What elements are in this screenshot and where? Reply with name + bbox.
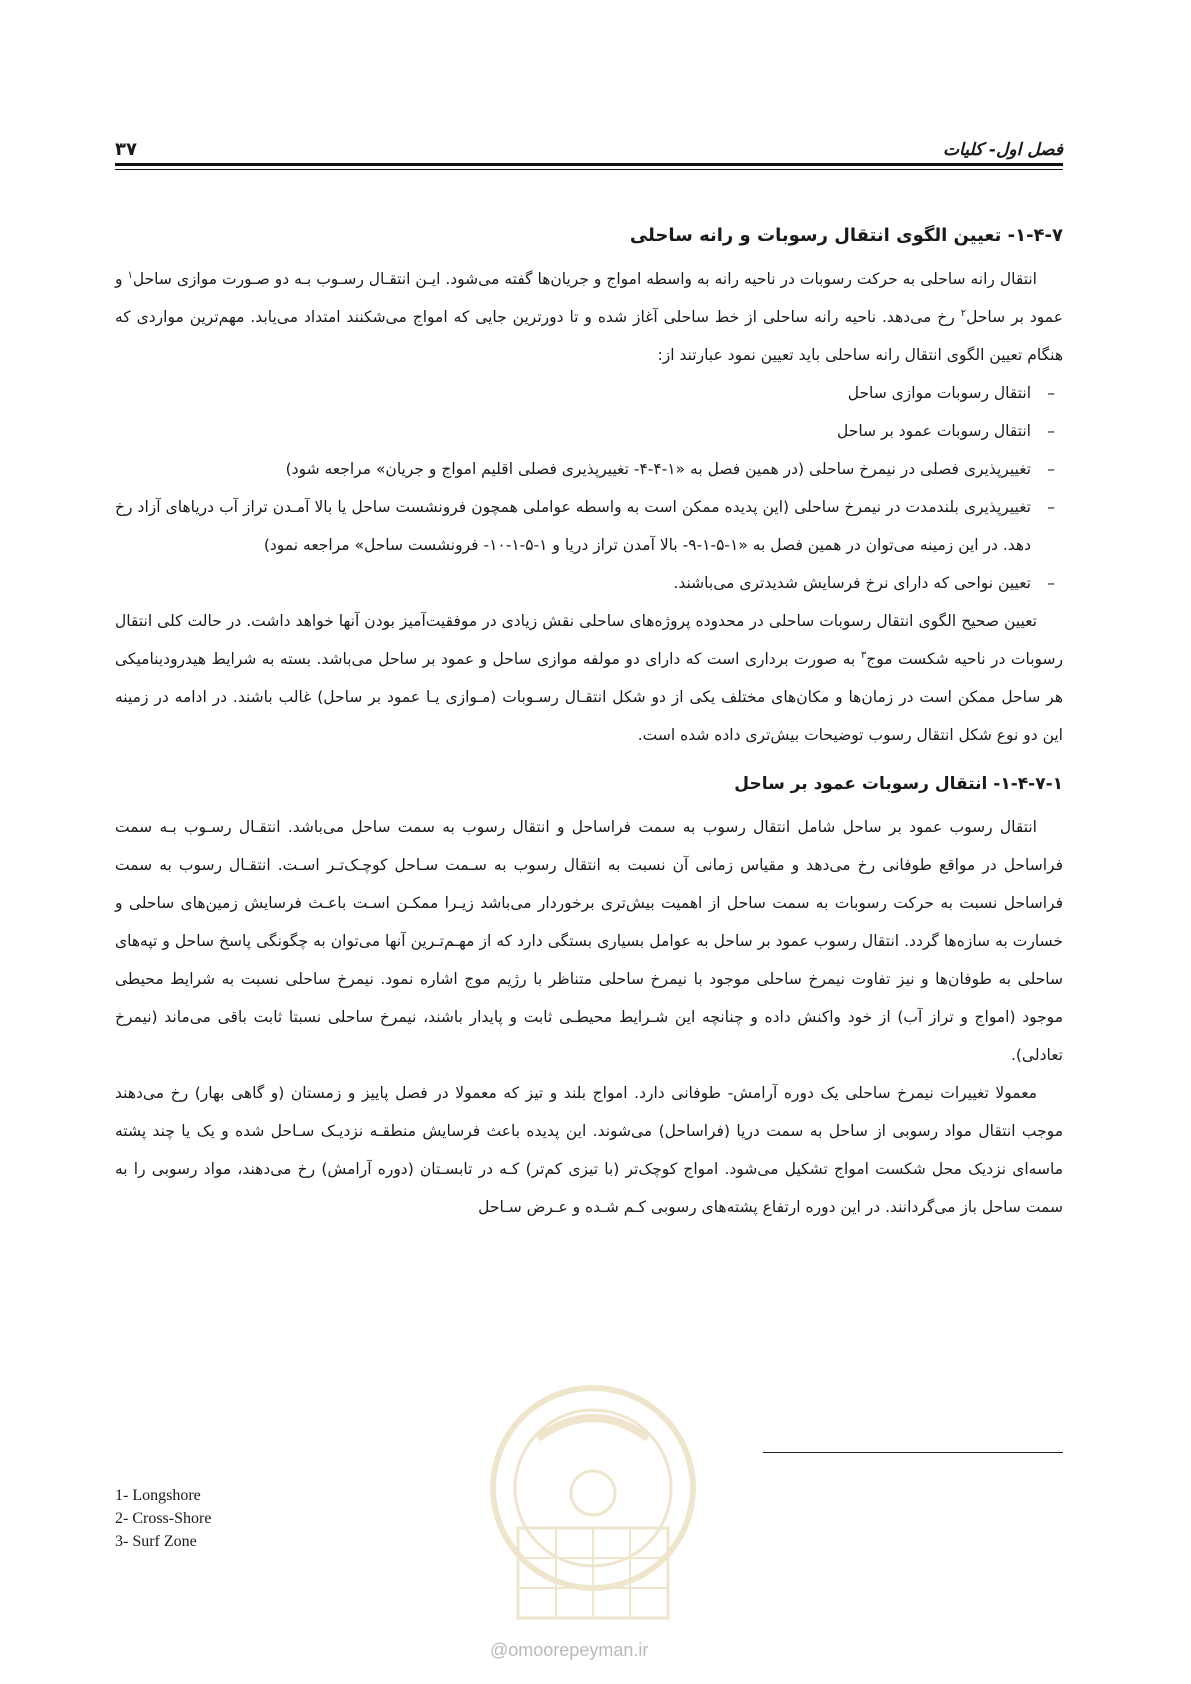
footnote-separator xyxy=(763,1452,1063,1453)
dash-bullet-icon: – xyxy=(1047,460,1055,478)
list-item xyxy=(115,450,1063,488)
intro-paragraph xyxy=(115,260,1063,374)
list-item xyxy=(115,488,1063,564)
subsection-heading: ۱-۴-۷-۱- انتقال رسوبات عمود بر ساحل xyxy=(734,774,1063,794)
footnote: 3- Surf Zone xyxy=(115,1533,197,1550)
footnote-ref-1[interactable]: ۱ xyxy=(127,269,133,281)
page-number: ۳۷ xyxy=(115,139,137,160)
header-rule-thin xyxy=(115,169,1063,170)
list-item-text: انتقال رسوبات موازی ساحل xyxy=(847,384,1031,402)
subsection-paragraph-2: معمولا تغییرات نیمرخ ساحلی یک دوره آرامش- طوفانی دارد. امواج بلند و تیز که معمولا در فصل پاییز و زمستان (و گاهی بهار) رخ می‌دهند موجب انتقال مواد رسوبی از ساحل به سمت دریا (فراساحل) می‌شوند. این پدیده باعث فرسایش منطقـه نزدیـک سـاحل شده و یک یا چند پشته ماسه‌ای نزدیک محل شکست امواج تشکیل می‌شود. امواج کوچک‌تر (با تیزی کم‌تر) کـه در تابسـتان (دوره آرامش) رخ می‌دهند، مواد رسوبی را به سمت ساحل باز می‌گردانند. در این دوره ارتفاع پشته‌های رسوبی کـم شـده و عـرض سـاحل xyxy=(115,1084,1063,1216)
intro-text-3: رخ می‌دهد. ناحیه رانه ساحلی از خط ساحلی آغاز شده و تا دورترین جایی که امواج می‌شکنند امتداد می‌یابد. مهم‌ترین مواردی که هنگام تعیین الگوی انتقال رانه ساحلی باید تعیین نمود عبارتند از: xyxy=(115,308,1063,364)
header-rule-thick xyxy=(115,163,1063,166)
footnote-ref-2[interactable]: ۲ xyxy=(960,307,967,319)
dash-bullet-icon: – xyxy=(1047,574,1055,592)
watermark-seal-logo xyxy=(478,1378,708,1628)
footnotes xyxy=(115,1484,211,1553)
main-content xyxy=(115,218,1063,1226)
footnote: 2- Cross-Shore xyxy=(115,1510,212,1527)
footnote: 1- Longshore xyxy=(115,1487,201,1504)
dash-bullet-icon: – xyxy=(1047,498,1055,516)
after-text-1: تعیین صحیح الگوی انتقال رسوبات ساحلی در محدوده پروژه‌های ساحلی نقش زیادی در موفقیت‌آمیز بودن آنها خواهد داشت. در حالت کلی انتقال رسوبات در ناحیه شکست موج xyxy=(115,612,1064,668)
page-header xyxy=(115,126,1063,160)
list-item xyxy=(115,412,1063,450)
bullet-list xyxy=(115,374,1063,602)
list-item-text: انتقال رسوبات عمود بر ساحل xyxy=(837,422,1031,440)
after-bullets-paragraph xyxy=(115,602,1063,754)
list-item-text: تعیین نواحی که دارای نرخ فرسایش شدیدتری می‌باشند. xyxy=(673,574,1031,592)
subsection-paragraph-1: انتقال رسوب عمود بر ساحل شامل انتقال رسوب به سمت فراساحل و انتقال رسوب به سمت ساحل می‌باشد. انتقـال رسـوب بـه سمت فراساحل در مواقع طوفانی رخ می‌دهد و مقیاس زمانی آن نسبت به انتقال رسوب به سـمت سـاحل کوچـک‌تـر اسـت. انتقـال رسوب به سمت فراساحل نسبت به حرکت رسوبات به سمت ساحل از اهمیت بیش‌تری برخوردار می‌باشد زیـرا ممکـن اسـت باعـث فرسایش زمین‌های ساحلی و خسارت به سازه‌ها گردد. انتقال رسوب عمود بر ساحل به عوامل بسیاری بستگی دارد که از مهـم‌تـرین آنها می‌توان به چگونگی پاسخ ساحل و تپه‌های ساحلی به طوفان‌ها و نیز تفاوت نیمرخ ساحلی موجود با نیمرخ ساحلی متناظر با رژیم موج اشاره نمود. نیمرخ ساحلی نسبت به شرایط محیطی موجود (امواج و تراز آب) از خود واکنش داده و چنانچه این شـرایط محیطـی ثابت و پایدار باشند، نیمرخ ساحلی نسبتا ثابت باقی می‌ماند (نیمرخ تعادلی). xyxy=(115,818,1063,1064)
intro-text-1: انتقال رانه ساحلی به حرکت رسوبات در ناحیه رانه به واسطه امواج و جریان‌ها گفته می‌شود. ایـن انتقـال رسـوب بـه دو صـورت موازی ساحل xyxy=(132,270,1037,288)
footnote-ref-3[interactable]: ۳ xyxy=(860,649,867,661)
intro-text-2: و عمود بر ساحل xyxy=(115,270,1063,326)
list-item-text: تغییرپذیری فصلی در نیمرخ ساحلی (در همین فصل به «۱-۴-۴- تغییرپذیری فصلی اقلیم امواج و جریان» مراجعه شود) xyxy=(285,460,1031,478)
list-item-text: تغییرپذیری بلندمدت در نیمرخ ساحلی (این پدیده ممکن است به واسطه عواملی همچون فرونشست ساحل یا بالا آمـدن تراز آب دریاهای آزاد رخ دهد. در این زمینه می‌توان در همین فصل به «۱-۵-۱-۹- بالا آمدن تراز دریا و ۱-۵-۱-۱۰- فرونشست ساحل» مراجعه نمود) xyxy=(115,498,1031,554)
dash-bullet-icon: – xyxy=(1047,384,1055,402)
list-item xyxy=(115,564,1063,602)
list-item xyxy=(115,374,1063,412)
chapter-title: فصل اول- کلیات xyxy=(943,140,1063,160)
dash-bullet-icon: – xyxy=(1047,422,1055,440)
after-text-2: به صورت برداری است که دارای دو مولفه موازی ساحل و عمود بر ساحل می‌باشد. بسته به شرایط هیدرودینامیکی هر ساحل ممکن است در زمان‌ها و مکان‌های مختلف یکی از دو شکل انتقـال رسـوبات (مـوازی یـا عمود بر ساحل) غالب باشند. در ادامه در زمینه این دو نوع شکل انتقال رسوب توضیحات بیش‌تری داده شده است. xyxy=(115,650,1063,744)
watermark-url: @omoorepeyman.ir xyxy=(490,1640,649,1660)
section-heading: ۱-۴-۷- تعیین الگوی انتقال رسوبات و رانه ساحلی xyxy=(629,225,1063,246)
